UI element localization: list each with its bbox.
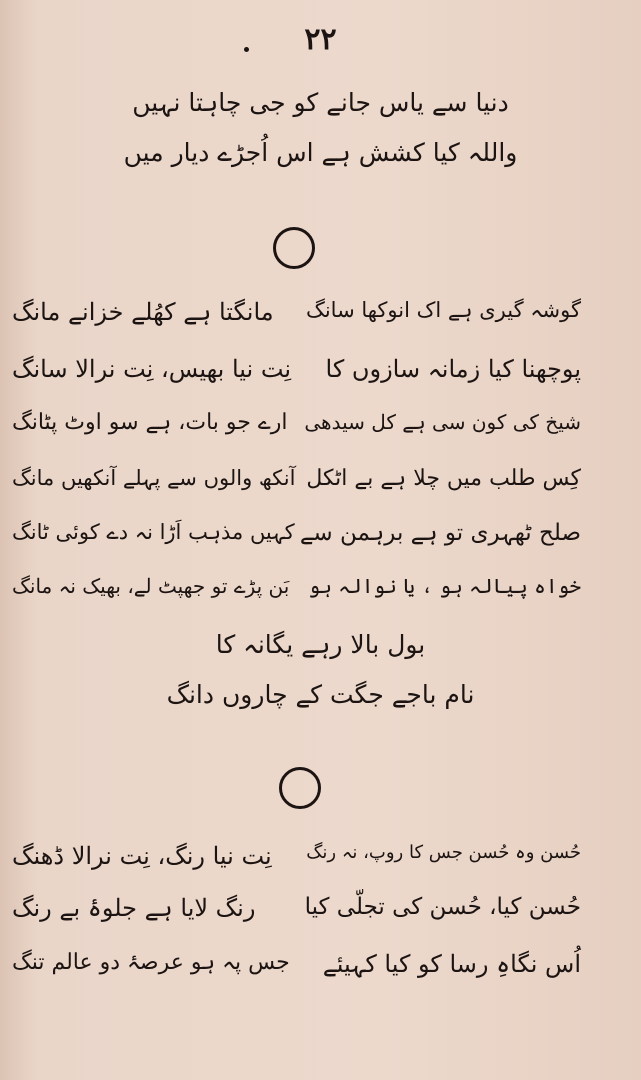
poem1-line-6-left: بَن پڑے تو جھپٹ لے، بھیک نہ مانگ — [12, 574, 290, 598]
opening-couplet-line-2: واللہ کیا کشش ہے اس اُجڑے دیار میں — [123, 138, 518, 167]
poem1-line-2-left: نِت نیا بھیس، نِت نرالا سانگ — [12, 355, 292, 383]
page-mark-dot — [244, 47, 249, 52]
poem2-line-1-right: حُسن وہ حُسن جس کا روپ، نہ رنگ — [306, 842, 581, 863]
poem1-line-3-left: ارے جو بات، ہے سو اوٹ پٹانگ — [12, 410, 288, 435]
poem1-line-1-right: گوشہ گیری ہے اک انوکھا سانگ — [306, 298, 581, 322]
poem1-line-2-right: پوچھنا کیا زمانہ سازوں کا — [325, 355, 581, 383]
poem1-line-5-left: کہیں مذہب اَڑا نہ دے کوئی ٹانگ — [12, 520, 295, 544]
poem1-closing-line-1: بول بالا رہے یگانہ کا — [215, 630, 426, 659]
poem1-line-3-right: شیخ کی کون سی ہے کل سیدھی — [304, 410, 581, 434]
page-number: ۲۲ — [304, 22, 337, 57]
poem1-line-6-right: خواہ پیالہ ہو ، یا نوالہ ہو — [308, 574, 581, 598]
poem1-closing-line-2: نام باجے جگت کے چاروں دانگ — [166, 680, 475, 709]
poem2-line-1-left: نِت نیا رنگ، نِت نرالا ڈھنگ — [12, 842, 272, 870]
poem1-line-4-left: آنکھ والوں سے پہلے آنکھیں مانگ — [12, 466, 296, 490]
poem2-line-3-right: اُس نگاہِ رسا کو کیا کہیئے — [322, 950, 581, 978]
section-divider-circle — [273, 227, 315, 269]
poem1-line-4-right: کِس طلب میں چلا ہے بے اٹکل — [306, 466, 581, 491]
section-divider-circle — [279, 767, 321, 809]
opening-couplet-line-1: دنیا سے یاس جانے کو جی چاہتا نہیں — [132, 88, 509, 117]
poem2-line-3-left: جس پہ ہو عرصۂ دو عالم تنگ — [12, 950, 290, 975]
poem2-line-2-right: حُسن کیا، حُسن کی تجلّی کیا — [304, 894, 581, 920]
poem1-line-1-left: مانگتا ہے کھُلے خزانے مانگ — [12, 298, 274, 326]
poem2-line-2-left: رنگ لایا ہے جلوۂ بے رنگ — [12, 894, 256, 922]
poem1-line-5-right: صلح ٹھہری تو ہے برہمن سے — [299, 520, 581, 546]
